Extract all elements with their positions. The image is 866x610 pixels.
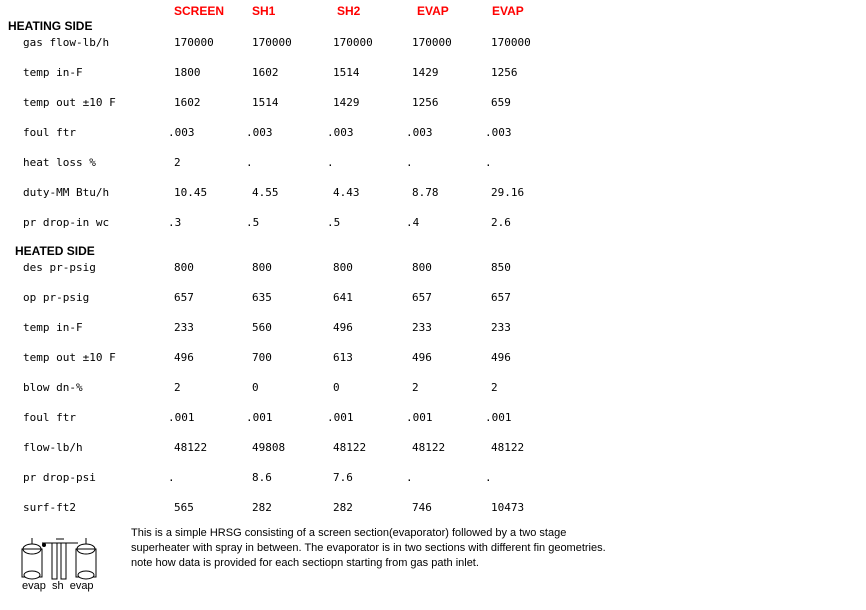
- table-cell: .001: [168, 411, 195, 424]
- row-label: duty-MM Btu/h: [23, 186, 110, 199]
- table-cell: 48122: [333, 441, 367, 454]
- table-cell: 2: [174, 381, 181, 394]
- table-cell: 800: [174, 261, 194, 274]
- row-label: foul ftr: [23, 126, 76, 139]
- table-cell: 800: [412, 261, 432, 274]
- column-header: SCREEN: [174, 4, 225, 18]
- table-cell: 1429: [412, 66, 439, 79]
- table-cell: 7.6: [333, 471, 353, 484]
- table-cell: 800: [333, 261, 353, 274]
- table-cell: .3: [168, 216, 182, 229]
- table-cell: .003: [168, 126, 195, 139]
- table-cell: 560: [252, 321, 272, 334]
- table-cell: 1514: [333, 66, 360, 79]
- table-cell: 659: [491, 96, 511, 109]
- description-note: This is a simple HRSG consisting of a screen section(evaporator) followed by a two stage superheater with spray in between. The evaporator is in two sections with different fin geometries. note how data is provided for each sectiopn starting from gas path inlet.: [131, 527, 606, 569]
- table-cell: 2: [491, 381, 498, 394]
- table-cell: 233: [491, 321, 511, 334]
- table-cell: 1800: [174, 66, 201, 79]
- table-cell: 48122: [412, 441, 446, 454]
- column-header: SH2: [337, 4, 361, 18]
- diagram-caption: evap sh evap: [22, 580, 94, 592]
- table-cell: 170000: [252, 36, 292, 49]
- row-label: pr drop-psi: [23, 471, 96, 484]
- table-cell: 850: [491, 261, 511, 274]
- table-cell: 641: [333, 291, 353, 304]
- table-cell: 496: [333, 321, 353, 334]
- table-cell: .: [406, 471, 413, 484]
- table-cell: .: [485, 156, 492, 169]
- table-cell: .003: [246, 126, 273, 139]
- hrsg-schematic-diagram: [18, 535, 103, 581]
- row-label: flow-lb/h: [23, 441, 83, 454]
- section-title: HEATING SIDE: [8, 19, 93, 33]
- table-cell: 49808: [252, 441, 286, 454]
- row-label: foul ftr: [23, 411, 76, 424]
- table-cell: .001: [246, 411, 273, 424]
- table-cell: 48122: [174, 441, 208, 454]
- row-label: des pr-psig: [23, 261, 96, 274]
- table-cell: .: [168, 471, 175, 484]
- table-cell: .: [406, 156, 413, 169]
- table-cell: 2: [412, 381, 419, 394]
- row-label: temp out ±10 F: [23, 96, 116, 109]
- table-cell: 635: [252, 291, 272, 304]
- row-label: op pr-psig: [23, 291, 90, 304]
- table-cell: .001: [327, 411, 354, 424]
- table-cell: 1602: [174, 96, 201, 109]
- table-cell: 565: [174, 501, 194, 514]
- table-cell: 170000: [412, 36, 452, 49]
- row-label: gas flow-lb/h: [23, 36, 110, 49]
- table-cell: 10473: [491, 501, 525, 514]
- table-cell: 1429: [333, 96, 360, 109]
- table-cell: 1602: [252, 66, 279, 79]
- table-cell: .4: [406, 216, 420, 229]
- table-cell: 170000: [333, 36, 373, 49]
- table-cell: 496: [412, 351, 432, 364]
- table-cell: .003: [485, 126, 512, 139]
- table-cell: 496: [174, 351, 194, 364]
- column-header: EVAP: [417, 4, 449, 18]
- table-cell: .001: [485, 411, 512, 424]
- table-cell: 233: [412, 321, 432, 334]
- table-cell: 657: [174, 291, 194, 304]
- table-cell: .5: [246, 216, 260, 229]
- table-cell: 8.6: [252, 471, 272, 484]
- table-cell: .: [485, 471, 492, 484]
- table-cell: .: [246, 156, 253, 169]
- table-cell: .001: [406, 411, 433, 424]
- table-cell: 4.55: [252, 186, 279, 199]
- table-cell: 1514: [252, 96, 279, 109]
- row-label: temp out ±10 F: [23, 351, 116, 364]
- row-label: temp in-F: [23, 321, 83, 334]
- row-label: pr drop-in wc: [23, 216, 110, 229]
- row-label: blow dn-%: [23, 381, 83, 394]
- table-cell: .5: [327, 216, 341, 229]
- table-cell: 800: [252, 261, 272, 274]
- table-cell: 4.43: [333, 186, 360, 199]
- table-cell: .003: [327, 126, 354, 139]
- table-cell: 657: [412, 291, 432, 304]
- column-header: SH1: [252, 4, 276, 18]
- row-label: surf-ft2: [23, 501, 76, 514]
- table-cell: 282: [333, 501, 353, 514]
- row-label: heat loss %: [23, 156, 96, 169]
- table-cell: 48122: [491, 441, 525, 454]
- table-cell: 1256: [412, 96, 439, 109]
- table-cell: .: [327, 156, 334, 169]
- table-cell: 10.45: [174, 186, 208, 199]
- table-cell: 8.78: [412, 186, 439, 199]
- column-header: EVAP: [492, 4, 524, 18]
- table-cell: 496: [491, 351, 511, 364]
- table-cell: 746: [412, 501, 432, 514]
- section-title: HEATED SIDE: [15, 244, 95, 258]
- table-cell: 0: [252, 381, 259, 394]
- table-cell: 170000: [174, 36, 214, 49]
- table-cell: 2: [174, 156, 181, 169]
- table-cell: 613: [333, 351, 353, 364]
- table-cell: .003: [406, 126, 433, 139]
- table-cell: 282: [252, 501, 272, 514]
- table-cell: 2.6: [491, 216, 511, 229]
- table-cell: 29.16: [491, 186, 525, 199]
- table-cell: 700: [252, 351, 272, 364]
- table-cell: 0: [333, 381, 340, 394]
- row-label: temp in-F: [23, 66, 83, 79]
- table-cell: 657: [491, 291, 511, 304]
- table-cell: 1256: [491, 66, 518, 79]
- table-cell: 233: [174, 321, 194, 334]
- table-cell: 170000: [491, 36, 531, 49]
